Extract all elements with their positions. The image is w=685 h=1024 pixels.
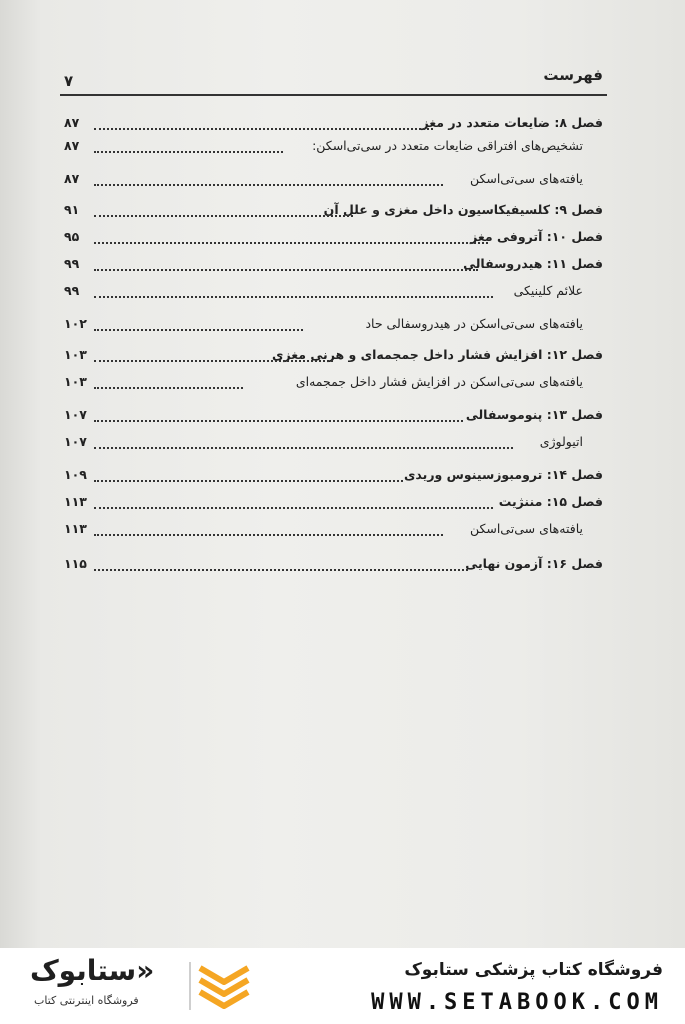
dot-leader xyxy=(94,447,513,449)
toc-entry xyxy=(64,374,603,396)
dot-leader xyxy=(94,507,493,509)
toc-entry-title: فصل ۱۳: پنوموسفالی xyxy=(465,407,603,422)
store-banner xyxy=(0,948,685,1024)
dot-leader xyxy=(94,387,243,389)
toc-entry xyxy=(64,494,603,516)
toc-entry xyxy=(64,171,603,193)
toc-entry-page: ۸۷ xyxy=(64,138,80,153)
toc-entry-title: علائم کلینیکی xyxy=(513,283,583,298)
toc-entry-title: فصل ۱۱: هیدروسفالی xyxy=(463,256,603,271)
toc-entry-title: یافته‌های سی‌تی‌اسکن در هیدروسفالی حاد xyxy=(365,316,583,331)
toc-entry xyxy=(64,407,603,429)
toc-entry-page: ۹۱ xyxy=(64,202,80,217)
store-name: فروشگاه کتاب پزشکی ستابوک xyxy=(404,960,663,980)
store-url[interactable]: WWW.SETABOOK.COM xyxy=(371,990,663,1015)
dot-leader xyxy=(94,184,443,186)
toc-entry-page: ۸۷ xyxy=(64,115,80,130)
toc-entry-title: فصل ۱۴: ترومبوزسینوس وریدی xyxy=(403,467,603,482)
toc-entry-page: ۱۱۳ xyxy=(64,521,87,536)
toc-entry-page: ۹۹ xyxy=(64,283,80,298)
dot-leader xyxy=(94,215,353,217)
store-logo-wordmark: «ستابوک xyxy=(30,954,155,987)
toc-entry-title: اتیولوژی xyxy=(539,434,583,449)
toc-entry-page: ۱۰۷ xyxy=(64,407,87,422)
dot-leader xyxy=(94,242,488,244)
dot-leader xyxy=(94,329,303,331)
toc-entry-page: ۱۱۵ xyxy=(64,556,87,571)
toc-entry-title: یافته‌های سی‌تی‌اسکن xyxy=(469,521,583,536)
toc-entry xyxy=(64,556,603,578)
page-number: ۷ xyxy=(64,72,74,90)
toc-entry xyxy=(64,467,603,489)
toc-entry-page: ۱۰۲ xyxy=(64,316,87,331)
toc-entry-title: فصل ۱۶: آزمون نهایی xyxy=(465,556,603,571)
toc-entry xyxy=(64,138,603,160)
dot-leader xyxy=(94,480,403,482)
store-logo-tagline: فروشگاه اینترنتی کتاب xyxy=(34,994,139,1007)
dot-leader xyxy=(94,360,333,362)
dot-leader xyxy=(94,569,468,571)
toc-entry xyxy=(64,229,603,251)
toc-entry-title: فصل ۱۰: آتروفی مغز xyxy=(470,229,603,244)
toc-entry-title: فصل ۸: ضایعات متعدد در مغز xyxy=(421,115,603,130)
dot-leader xyxy=(94,296,493,298)
toc-entry-title: فصل ۱۲: افزایش فشار داخل جمجمه‌ای و هرنی مغزی xyxy=(272,347,603,362)
toc-entry-page: ۱۱۳ xyxy=(64,494,87,509)
toc-entry xyxy=(64,283,603,305)
page-title: فهرست xyxy=(543,66,603,84)
toc-entry xyxy=(64,115,603,137)
toc-entry xyxy=(64,434,603,456)
toc-entry xyxy=(64,256,603,278)
toc-entry-page: ۱۰۷ xyxy=(64,434,87,449)
dot-leader xyxy=(94,151,283,153)
toc-entry-page: ۹۹ xyxy=(64,256,80,271)
dot-leader xyxy=(94,534,443,536)
toc-entry-page: ۱۰۳ xyxy=(64,374,87,389)
toc-entry xyxy=(64,316,603,338)
toc-entry-title: فصل ۹: کلسیفیکاسیون داخل مغزی و علل آن xyxy=(323,202,603,217)
toc-entry-title: فصل ۱۵: مننژیت xyxy=(498,494,603,509)
dot-leader xyxy=(94,269,478,271)
header-rule xyxy=(60,94,607,96)
toc-entry-page: ۹۵ xyxy=(64,229,80,244)
toc-entry xyxy=(64,202,603,224)
toc-entry-title: یافته‌های سی‌تی‌اسکن در افزایش فشار داخل جمجمه‌ای xyxy=(295,374,583,389)
stacked-chevron-books-icon xyxy=(180,958,258,1014)
dot-leader xyxy=(94,128,433,130)
toc-entry xyxy=(64,347,603,369)
dot-leader xyxy=(94,420,463,422)
toc-entry-page: ۱۰۳ xyxy=(64,347,87,362)
toc-entry-title: تشخیص‌های افتراقی ضایعات متعدد در سی‌تی‌اسکن: xyxy=(312,138,583,153)
toc-entry xyxy=(64,521,603,543)
toc-entry-title: یافته‌های سی‌تی‌اسکن xyxy=(469,171,583,186)
toc-entry-page: ۸۷ xyxy=(64,171,80,186)
toc-entry-page: ۱۰۹ xyxy=(64,467,87,482)
